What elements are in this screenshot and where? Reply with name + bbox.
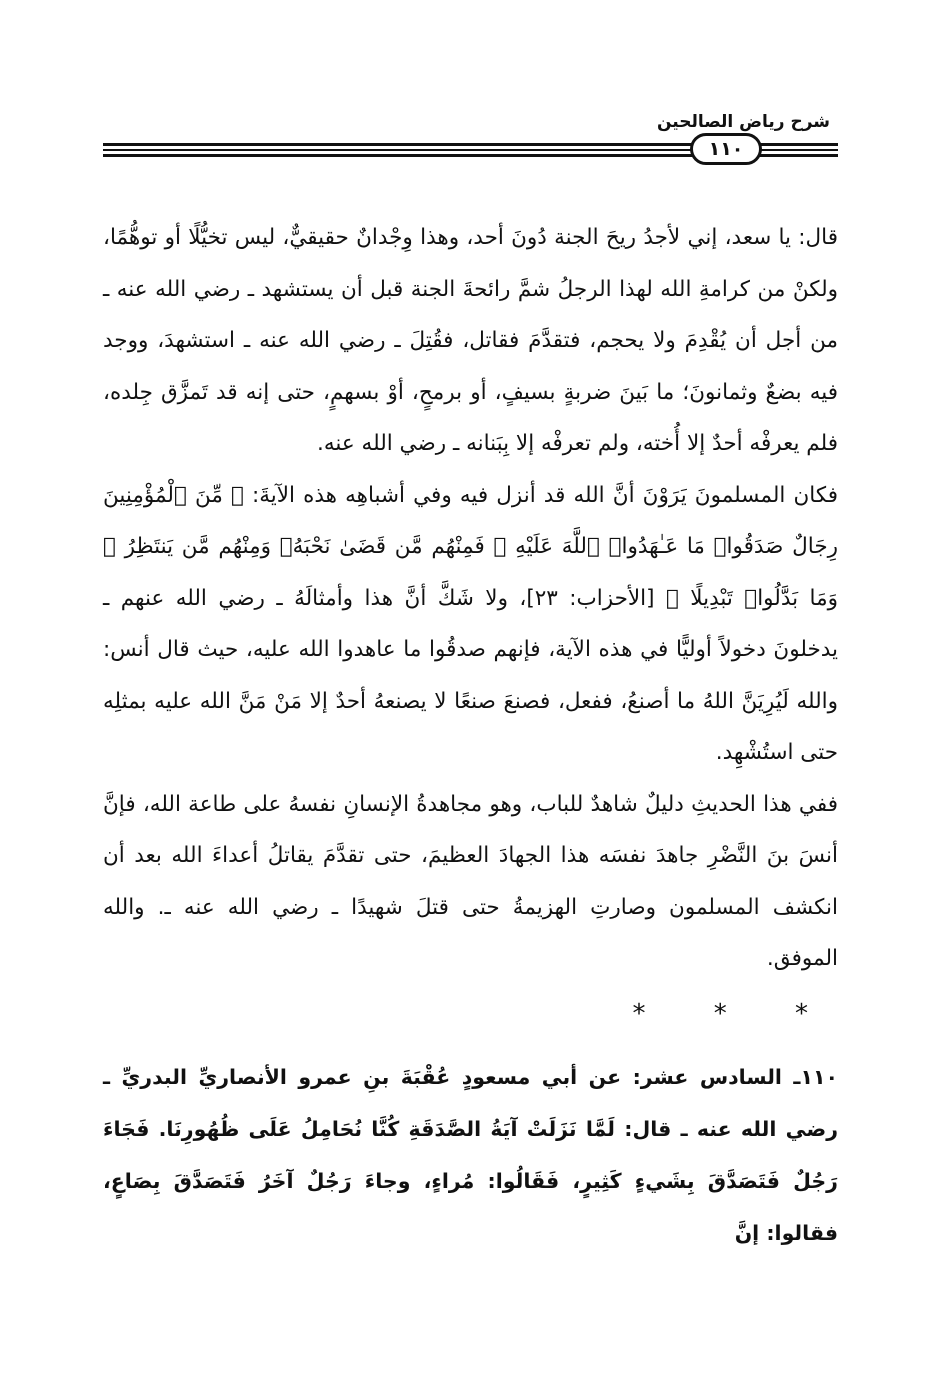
separator-asterisk: *	[713, 998, 727, 1029]
hadith-text: ١١٠ـ السادس عشر: عن أبي مسعودٍ عُقْبَةَ بنِ عمرو الأنصاريِّ البدريِّ ـ رضي الله عنه ـ قال: لَمَّا نَزَلَتْ آيَةُ الصَّدَقَةِ كُنَّا نُحَامِلُ عَلَى ظُهُورِنَا. فَجَاءَ رَجُلٌ فَتَصَدَّقَ بِشَيءٍ كَثِيرٍ، فَقَالُوا: مُراءٍ، وجاءَ رَجُلٌ آخَرُ فَتَصَدَّقَ بِصَاعٍ، فقالوا: إنَّ	[103, 1064, 838, 1245]
paragraph-2: فكان المسلمونَ يَرَوْنَ أنَّ الله قد أنزل فيه وفي أشباهِه هذه الآيةَ: ﴿ مِّنَ ٱلْمُؤْمِنِينَ رِجَالٌ صَدَقُوا۟ مَا عَـٰهَدُوا۟ ٱللَّهَ عَلَيْهِ ۖ فَمِنْهُم مَّن قَضَىٰ نَحْبَهُۥ وَمِنْهُم مَّن يَنتَظِرُ ۖ وَمَا بَدَّلُوا۟ تَبْدِيلًا ﴾ [الأحزاب: ٢٣]، ولا شَكَّ أنَّ هذا وأمثالَهُ ـ رضي الله عنهم ـ يدخلونَ دخولاً أوليًّا في هذه الآية، فإنهم صدقُوا ما عاهدوا الله عليه، حيث قال أنس: والله لَيُرِيَنَّ اللهُ ما أصنعُ، ففعل، فصنعَ صنعًا لا يصنعهُ أحدٌ إلا مَنْ مَنَّ الله عليه بمثلِه حتى استُشْهِد.	[103, 482, 838, 765]
separator-asterisk: *	[795, 998, 808, 1029]
paragraph-3: ففي هذا الحديثِ دليلٌ شاهدٌ للباب، وهو مجاهدةُ الإنسانِ نفسهُ على طاعة الله، فإنَّ أنسَ بنَ النَّضْرِ جاهدَ نفسَه هذا الجهادَ العظيمَ، حتى تقدَّمَ يقاتلُ أعداءَ الله بعد أن انكشف المسلمون وصارتِ الهزيمةُ حتى قتلَ شهيدًا ـ رضي الله عنه ـ. والله الموفق.	[103, 791, 838, 971]
page-content	[103, 212, 838, 1259]
separator-asterisk: *	[632, 998, 646, 1029]
paragraph-1: قال: يا سعد، إني لأجدُ ريحَ الجنة دُونَ أحد، وهذا وِجْدانٌ حقيقيٌّ، ليس تخيُّلًا أو توهُّمًا، ولكنْ من كرامةِ الله لهذا الرجلُ شمَّ رائحةَ الجنة قبل أن يستشهد ـ رضي الله عنه ـ من أجل أن يُقْدِمَ ولا يحجم، فتقدَّمَ فقاتل، فقُتِلَ ـ رضي الله عنه ـ استشهدَ، ووجد فيه بضعٌ وثمانونَ؛ ما بَينَ ضربةٍ بسيفٍ، أو برمحٍ، أوْ بسهمٍ، حتى إنه قد تَمزَّق جِلده، فلم يعرفْه أحدٌ إلا أُخته، ولم تعرفْه إلا بِبَنانه ـ رضي الله عنه.	[103, 225, 838, 456]
book-title: شرح رياض الصالحين	[656, 112, 830, 132]
section-separator	[103, 999, 838, 1029]
page-number: ١١٠	[690, 133, 762, 165]
